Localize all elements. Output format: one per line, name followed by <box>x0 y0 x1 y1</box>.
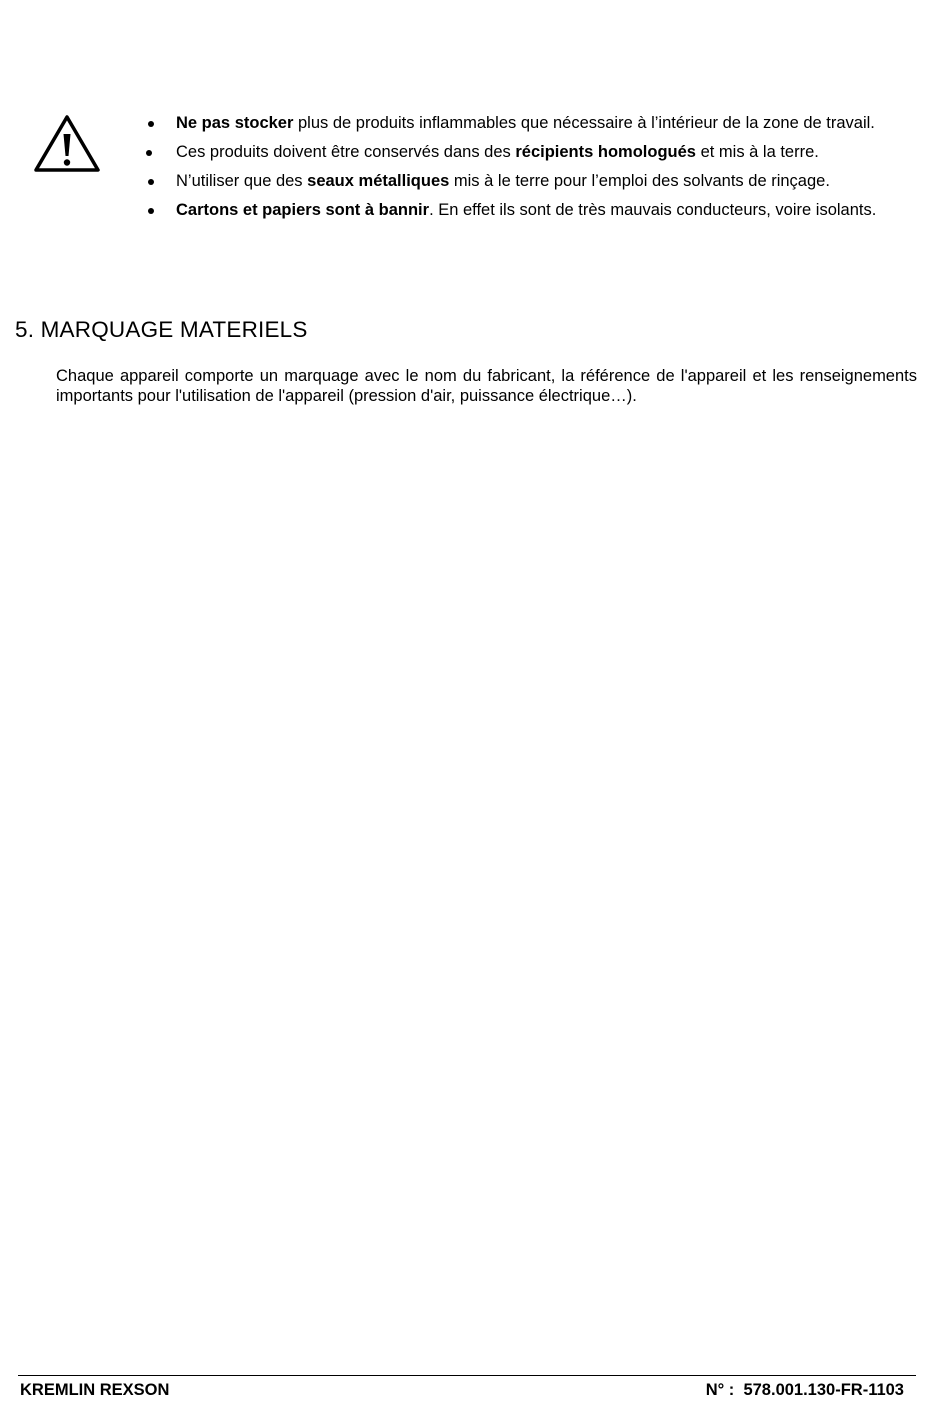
bullet-text-pre: N’utiliser que des <box>176 172 308 190</box>
list-item <box>148 142 898 162</box>
list-item <box>148 113 898 133</box>
section-paragraph: Chaque appareil comporte un marquage avec le nom du fabricant, la référence de l'appareil et les renseignements importants pour l'utilisation de l'appareil (pression d'air, puissance électrique…). <box>56 367 917 405</box>
bullet-text-bold: Cartons et papiers sont à bannir <box>176 201 430 219</box>
bullet-dot <box>146 150 152 156</box>
footer-document-number: N° : 578.001.130-FR-1103 <box>705 1381 904 1399</box>
footer-divider <box>18 1375 916 1376</box>
footer-company-name: KREMLIN REXSON <box>20 1381 170 1399</box>
bullet-dot <box>148 121 154 127</box>
bullet-text-bold: seaux métalliques <box>307 172 450 190</box>
list-item <box>148 171 898 191</box>
bullet-text-post: mis à le terre pour l’emploi des solvants de rinçage. <box>449 172 830 190</box>
bullet-text-post: et mis à la terre. <box>695 143 819 161</box>
bullet-dot <box>148 179 154 185</box>
bullet-text-bold: Ne pas stocker <box>176 114 294 132</box>
warning-triangle-icon <box>33 114 101 174</box>
bullet-text-pre: Ces produits doivent être conservés dans des <box>176 143 516 161</box>
bullet-dot <box>148 208 154 214</box>
warning-bullet-list <box>148 113 898 229</box>
bullet-text-post: . En effet ils sont de très mauvais conducteurs, voire isolants. <box>429 201 877 219</box>
bullet-text-bold: récipients homologués <box>515 143 696 161</box>
list-item <box>148 200 898 220</box>
bullet-text-post: plus de produits inflammables que nécessaire à l’intérieur de la zone de travail. <box>293 114 875 132</box>
section-heading: 5. MARQUAGE MATERIELS <box>15 317 308 342</box>
